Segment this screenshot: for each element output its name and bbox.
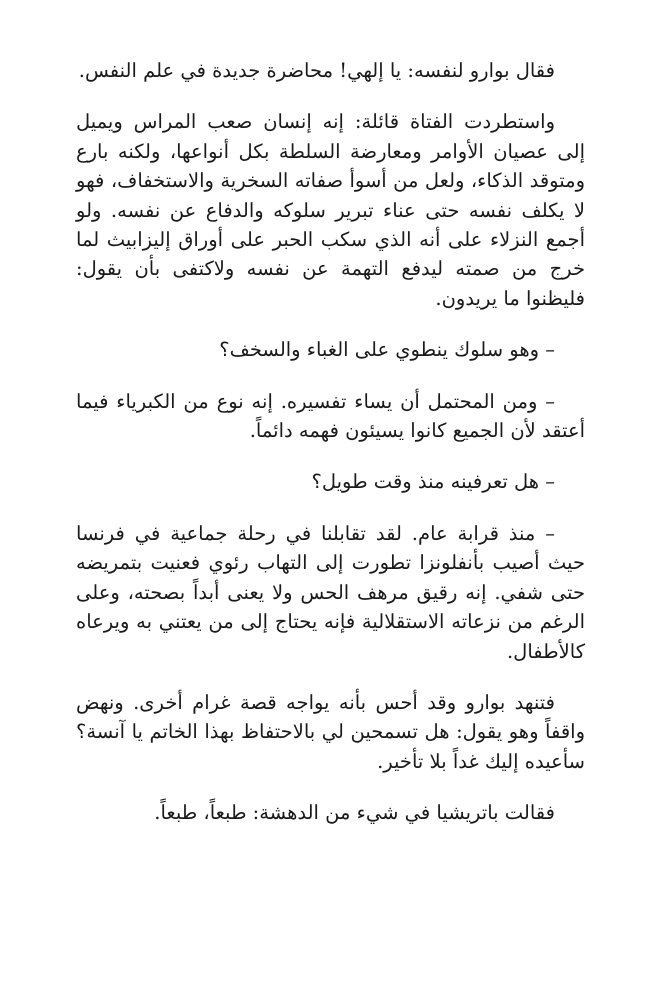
dialogue-line: – هل تعرفينه منذ وقت طويل؟ [311, 470, 555, 494]
paragraph-poirot-aside: فقال بوارو لنفسه: يا إلهي! محاضرة جديدة في علم النفس. [78, 59, 555, 82]
dialogue-line: – وهو سلوك ينطوي على الغباء والسخف؟ [219, 338, 555, 362]
dialogue-line: – ومن المحتمل أن يساء تفسيره. إنه نوع من الكبرياء فيما أعتقد لأن الجميع كانوا يسيئون فهمه دائماً. [76, 389, 585, 443]
book-page [76, 56, 585, 980]
paragraph-girl-description: واستطردت الفتاة قائلة: إنه إنسان صعب المراس ويميل إلى عصيان الأوامر ومعارضة السلطة بكل أنواعها، ولكنه بارع ومتوقد الذكاء، ولعل من أسوأ صفاته السخرية والاستخفاف، فهو لا يكلف نفسه حتى عناء تبرير سلوكه والدفاع عن نفسه. ولو أجمع النزلاء على أنه الذي سكب الحبر على أوراق إليزابيث لما خرج من صمته ليدفع التهمة عن نفسه ولاكتفى بأن يقول: فليظنوا ما يريدون. [76, 110, 585, 310]
paragraph-poirot-sigh: فتنهد بوارو وقد أحس بأنه يواجه قصة غرام أخرى. ونهض واقفاً وهو يقول: هل تسمحين لي بالاحتفاظ بهذا الخاتم يا آنسة؟ سأعيده إليك غداً بلا تأخير. [76, 690, 585, 773]
paragraph-patricia-reply: فقالت باتريشيا في شيء من الدهشة: طبعاً، طبعاً. [154, 801, 555, 825]
dialogue-line: – منذ قرابة عام. لقد تقابلنا في رحلة جماعية في فرنسا حيث أصيب بأنفلونزا تطورت إلى التهاب رئوي فعنيت بتمريضه حتى شفي. إنه رقيق مرهف الحس ولا يعنى أبداً بصحته، وعلى الرغم من نزعاته الاستقلالية فإنه يحتاج إلى من يعتني به ويرعاه كالأطفال. [76, 521, 585, 663]
